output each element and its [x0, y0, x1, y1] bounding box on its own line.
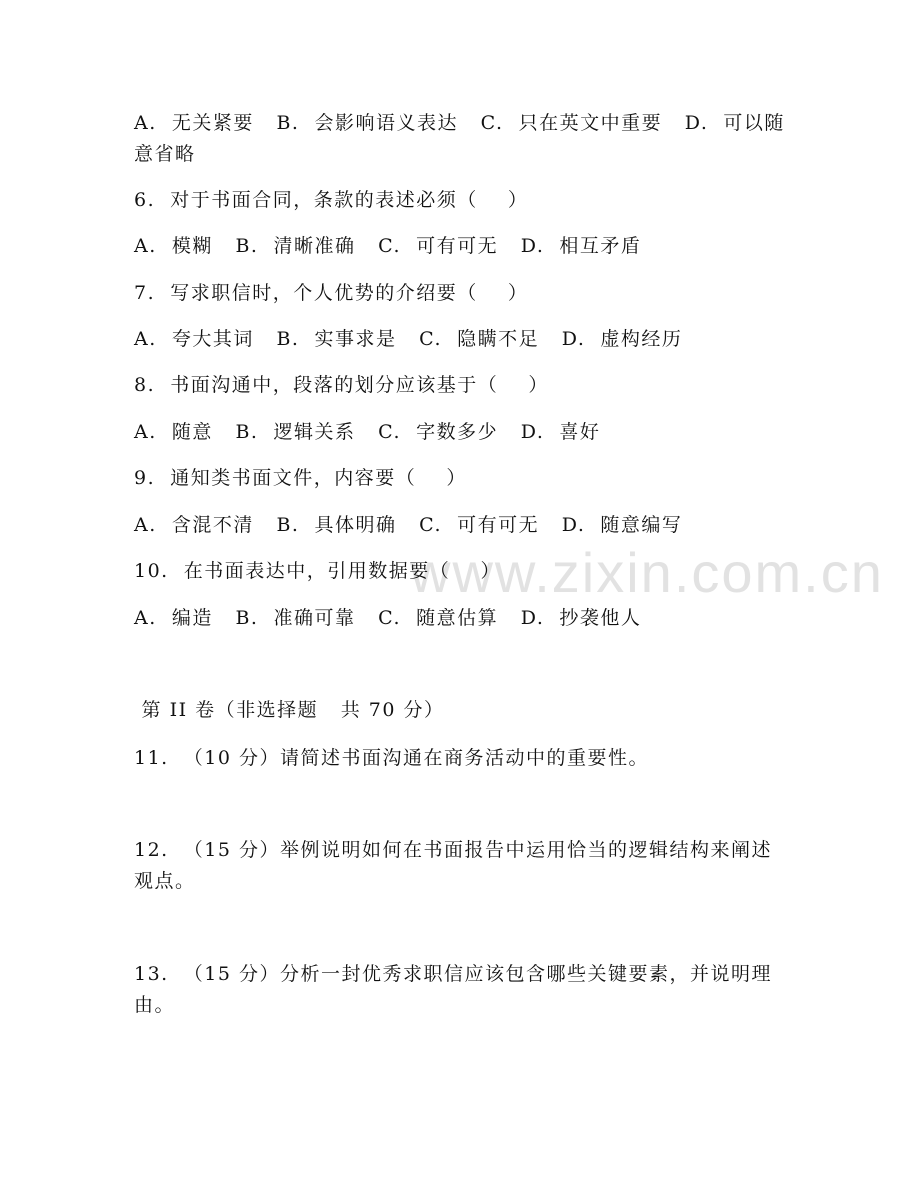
q6-options: A. 模糊 B. 清晰准确 C. 可有可无 D. 相互矛盾 [134, 235, 642, 257]
q8-question: 8. 书面沟通中，段落的划分应该基于（ ） [134, 374, 549, 396]
q7-options: A. 夸大其词 B. 实事求是 C. 隐瞒不足 D. 虚构经历 [134, 328, 683, 350]
q10-question: 10. 在书面表达中，引用数据要（ ） [134, 560, 501, 582]
q8-options: A. 随意 B. 逻辑关系 C. 字数多少 D. 喜好 [134, 421, 601, 443]
q10-options: A. 编造 B. 准确可靠 C. 随意估算 D. 抄袭他人 [134, 607, 642, 629]
q5-options-line2: 意省略 [134, 143, 196, 165]
q12-text-line1: 12. （15 分）举例说明如何在书面报告中运用恰当的逻辑结构来阐述 [134, 839, 773, 861]
q9-question: 9. 通知类书面文件，内容要（ ） [134, 467, 467, 489]
q11-text: 11. （10 分）请简述书面沟通在商务活动中的重要性。 [134, 747, 650, 769]
q12-text-line2: 观点。 [134, 870, 196, 892]
watermark: www.zixin.com.cn [410, 541, 884, 604]
q13-text-line2: 由。 [134, 994, 176, 1016]
q7-question: 7. 写求职信时，个人优势的介绍要（ ） [134, 282, 529, 304]
q9-options: A. 含混不清 B. 具体明确 C. 可有可无 D. 随意编写 [134, 514, 683, 536]
q5-options-line1: A. 无关紧要 B. 会影响语义表达 C. 只在英文中重要 D. 可以随 [134, 112, 785, 134]
q13-text-line1: 13. （15 分）分析一封优秀求职信应该包含哪些关键要素，并说明理 [134, 963, 773, 985]
q6-question: 6. 对于书面合同，条款的表述必须（ ） [134, 189, 529, 211]
section-2-title: 第 II 卷（非选择题 共 70 分） [134, 699, 445, 721]
